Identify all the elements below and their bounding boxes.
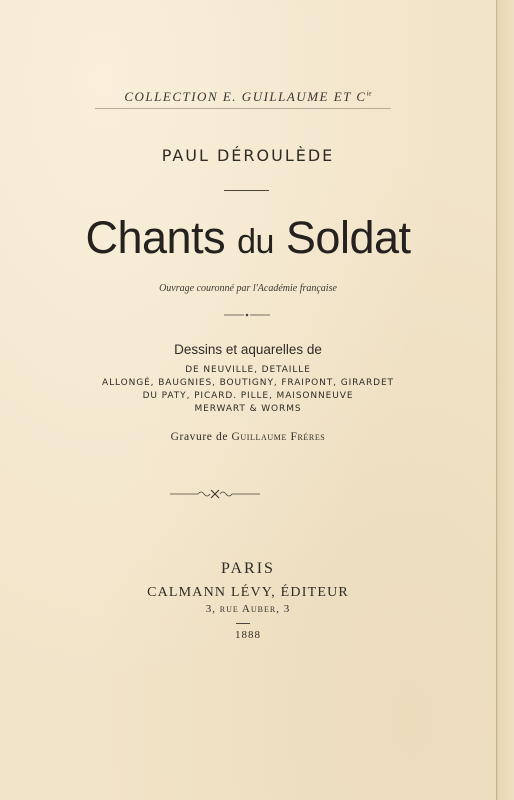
imprint-publisher: CALMANN LÉVY, ÉDITEUR: [147, 585, 349, 600]
decorative-flourish-divider: [170, 488, 260, 500]
imprint-year: 1888: [235, 629, 261, 641]
award-subtitle: Ouvrage couronné par l'Académie française: [159, 283, 337, 294]
collection-header: [0, 89, 496, 105]
illustrations-intro: Dessins et aquarelles de: [174, 342, 322, 357]
engraver-name: Guillaume Fréres: [231, 431, 326, 443]
author-name: PAUL DÉROULÈDE: [161, 146, 335, 165]
artists-line-2: ALLONGÉ, BAUGNIES, BOUTIGNY, FRAIPONT, GIRARDET: [102, 378, 394, 388]
imprint-rule: [236, 623, 250, 624]
engraving-credit: [0, 431, 496, 443]
artists-line-3: DU PATY, PICARD. PILLE, MAISONNEUVE: [142, 391, 354, 401]
title-word-chants: Chants: [85, 212, 238, 263]
collection-superscript: ie: [366, 89, 372, 98]
title-word-du: du: [237, 223, 274, 261]
book-title: [0, 212, 496, 264]
page-edge: [498, 0, 514, 800]
header-rule: [95, 108, 391, 109]
small-ornament-divider: [224, 312, 270, 318]
artists-line-4: MERWART & WORMS: [194, 404, 302, 414]
title-word-soldat: Soldat: [273, 212, 411, 263]
imprint-city: PARIS: [221, 560, 275, 577]
author-rule: [224, 190, 269, 191]
imprint-address: 3, rue Auber, 3: [205, 603, 291, 615]
artists-line-1: DE NEUVILLE, DETAILLE: [185, 365, 311, 375]
page-gutter-shadow: [496, 0, 498, 800]
engraving-prefix: Gravure de: [170, 431, 232, 443]
collection-text: COLLECTION E. GUILLAUME ET C: [124, 89, 367, 104]
